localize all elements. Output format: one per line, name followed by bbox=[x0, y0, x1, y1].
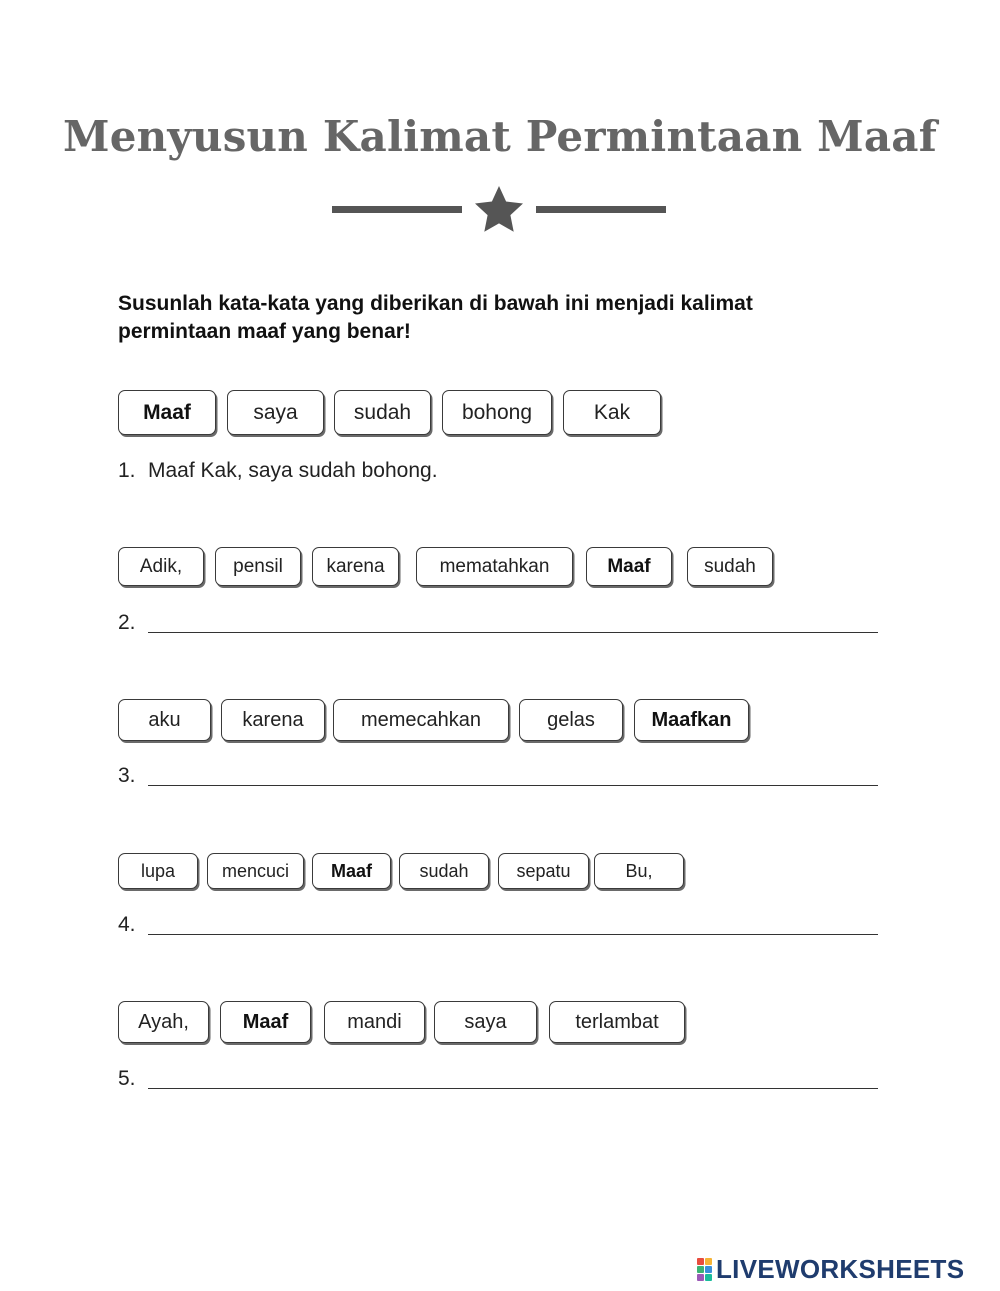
word-chip[interactable]: karena bbox=[312, 547, 399, 586]
brand-name: LIVEWORKSHEETS bbox=[716, 1253, 965, 1284]
answer-line-3[interactable] bbox=[118, 764, 878, 794]
answer-line-1[interactable] bbox=[118, 459, 878, 489]
word-chip[interactable]: Bu, bbox=[594, 853, 684, 889]
word-chip[interactable]: sudah bbox=[334, 390, 431, 435]
instruction-text: Susunlah kata-kata yang diberikan di bawah ini menjadi kalimat permintaan maaf yang benar! bbox=[118, 292, 753, 343]
word-chip[interactable]: sepatu bbox=[498, 853, 589, 889]
word-chip[interactable]: karena bbox=[221, 699, 325, 741]
answer-underline bbox=[148, 934, 878, 935]
word-chip[interactable]: mandi bbox=[324, 1001, 425, 1043]
word-chip[interactable]: sudah bbox=[687, 547, 773, 586]
word-chip[interactable]: bohong bbox=[442, 390, 552, 435]
word-chip[interactable]: sudah bbox=[399, 853, 489, 889]
answer-underline bbox=[148, 632, 878, 633]
word-chip[interactable]: pensil bbox=[215, 547, 301, 586]
word-chip[interactable]: Maafkan bbox=[634, 699, 749, 741]
word-chip[interactable]: aku bbox=[118, 699, 211, 741]
question-number: 1. bbox=[118, 459, 136, 482]
word-chip[interactable]: Maaf bbox=[586, 547, 672, 586]
word-chip[interactable]: memecahkan bbox=[333, 699, 509, 741]
word-chip[interactable]: Adik, bbox=[118, 547, 204, 586]
answer-line-4[interactable] bbox=[118, 913, 878, 943]
question-number: 4. bbox=[118, 913, 136, 936]
title-divider-star-icon bbox=[332, 184, 666, 236]
word-bank-2 bbox=[118, 547, 778, 595]
word-chip[interactable]: saya bbox=[434, 1001, 537, 1043]
word-chip[interactable]: saya bbox=[227, 390, 324, 435]
answer-underline bbox=[148, 785, 878, 786]
worksheet-title: Menyusun Kalimat Permintaan Maaf bbox=[63, 112, 937, 161]
answer-underline bbox=[148, 1088, 878, 1089]
word-chip[interactable]: Ayah, bbox=[118, 1001, 209, 1043]
word-bank-1 bbox=[118, 390, 663, 438]
word-bank-4 bbox=[118, 853, 693, 901]
answer-text: Maaf Kak, saya sudah bohong. bbox=[148, 459, 438, 482]
answer-line-5[interactable] bbox=[118, 1067, 878, 1097]
word-chip[interactable]: mencuci bbox=[207, 853, 304, 889]
word-bank-3 bbox=[118, 699, 758, 747]
word-bank-5 bbox=[118, 1001, 698, 1049]
liveworksheets-logo-icon bbox=[697, 1258, 712, 1281]
word-chip[interactable]: terlambat bbox=[549, 1001, 685, 1043]
question-number: 3. bbox=[118, 764, 136, 787]
word-chip[interactable]: gelas bbox=[519, 699, 623, 741]
word-chip[interactable]: lupa bbox=[118, 853, 198, 889]
question-number: 5. bbox=[118, 1067, 136, 1090]
word-chip[interactable]: Maaf bbox=[312, 853, 391, 889]
word-chip[interactable]: mematahkan bbox=[416, 547, 573, 586]
liveworksheets-brand bbox=[697, 1253, 997, 1285]
word-chip[interactable]: Maaf bbox=[118, 390, 216, 435]
word-chip[interactable]: Maaf bbox=[220, 1001, 311, 1043]
answer-line-2[interactable] bbox=[118, 611, 878, 641]
word-chip[interactable]: Kak bbox=[563, 390, 661, 435]
question-number: 2. bbox=[118, 611, 136, 634]
